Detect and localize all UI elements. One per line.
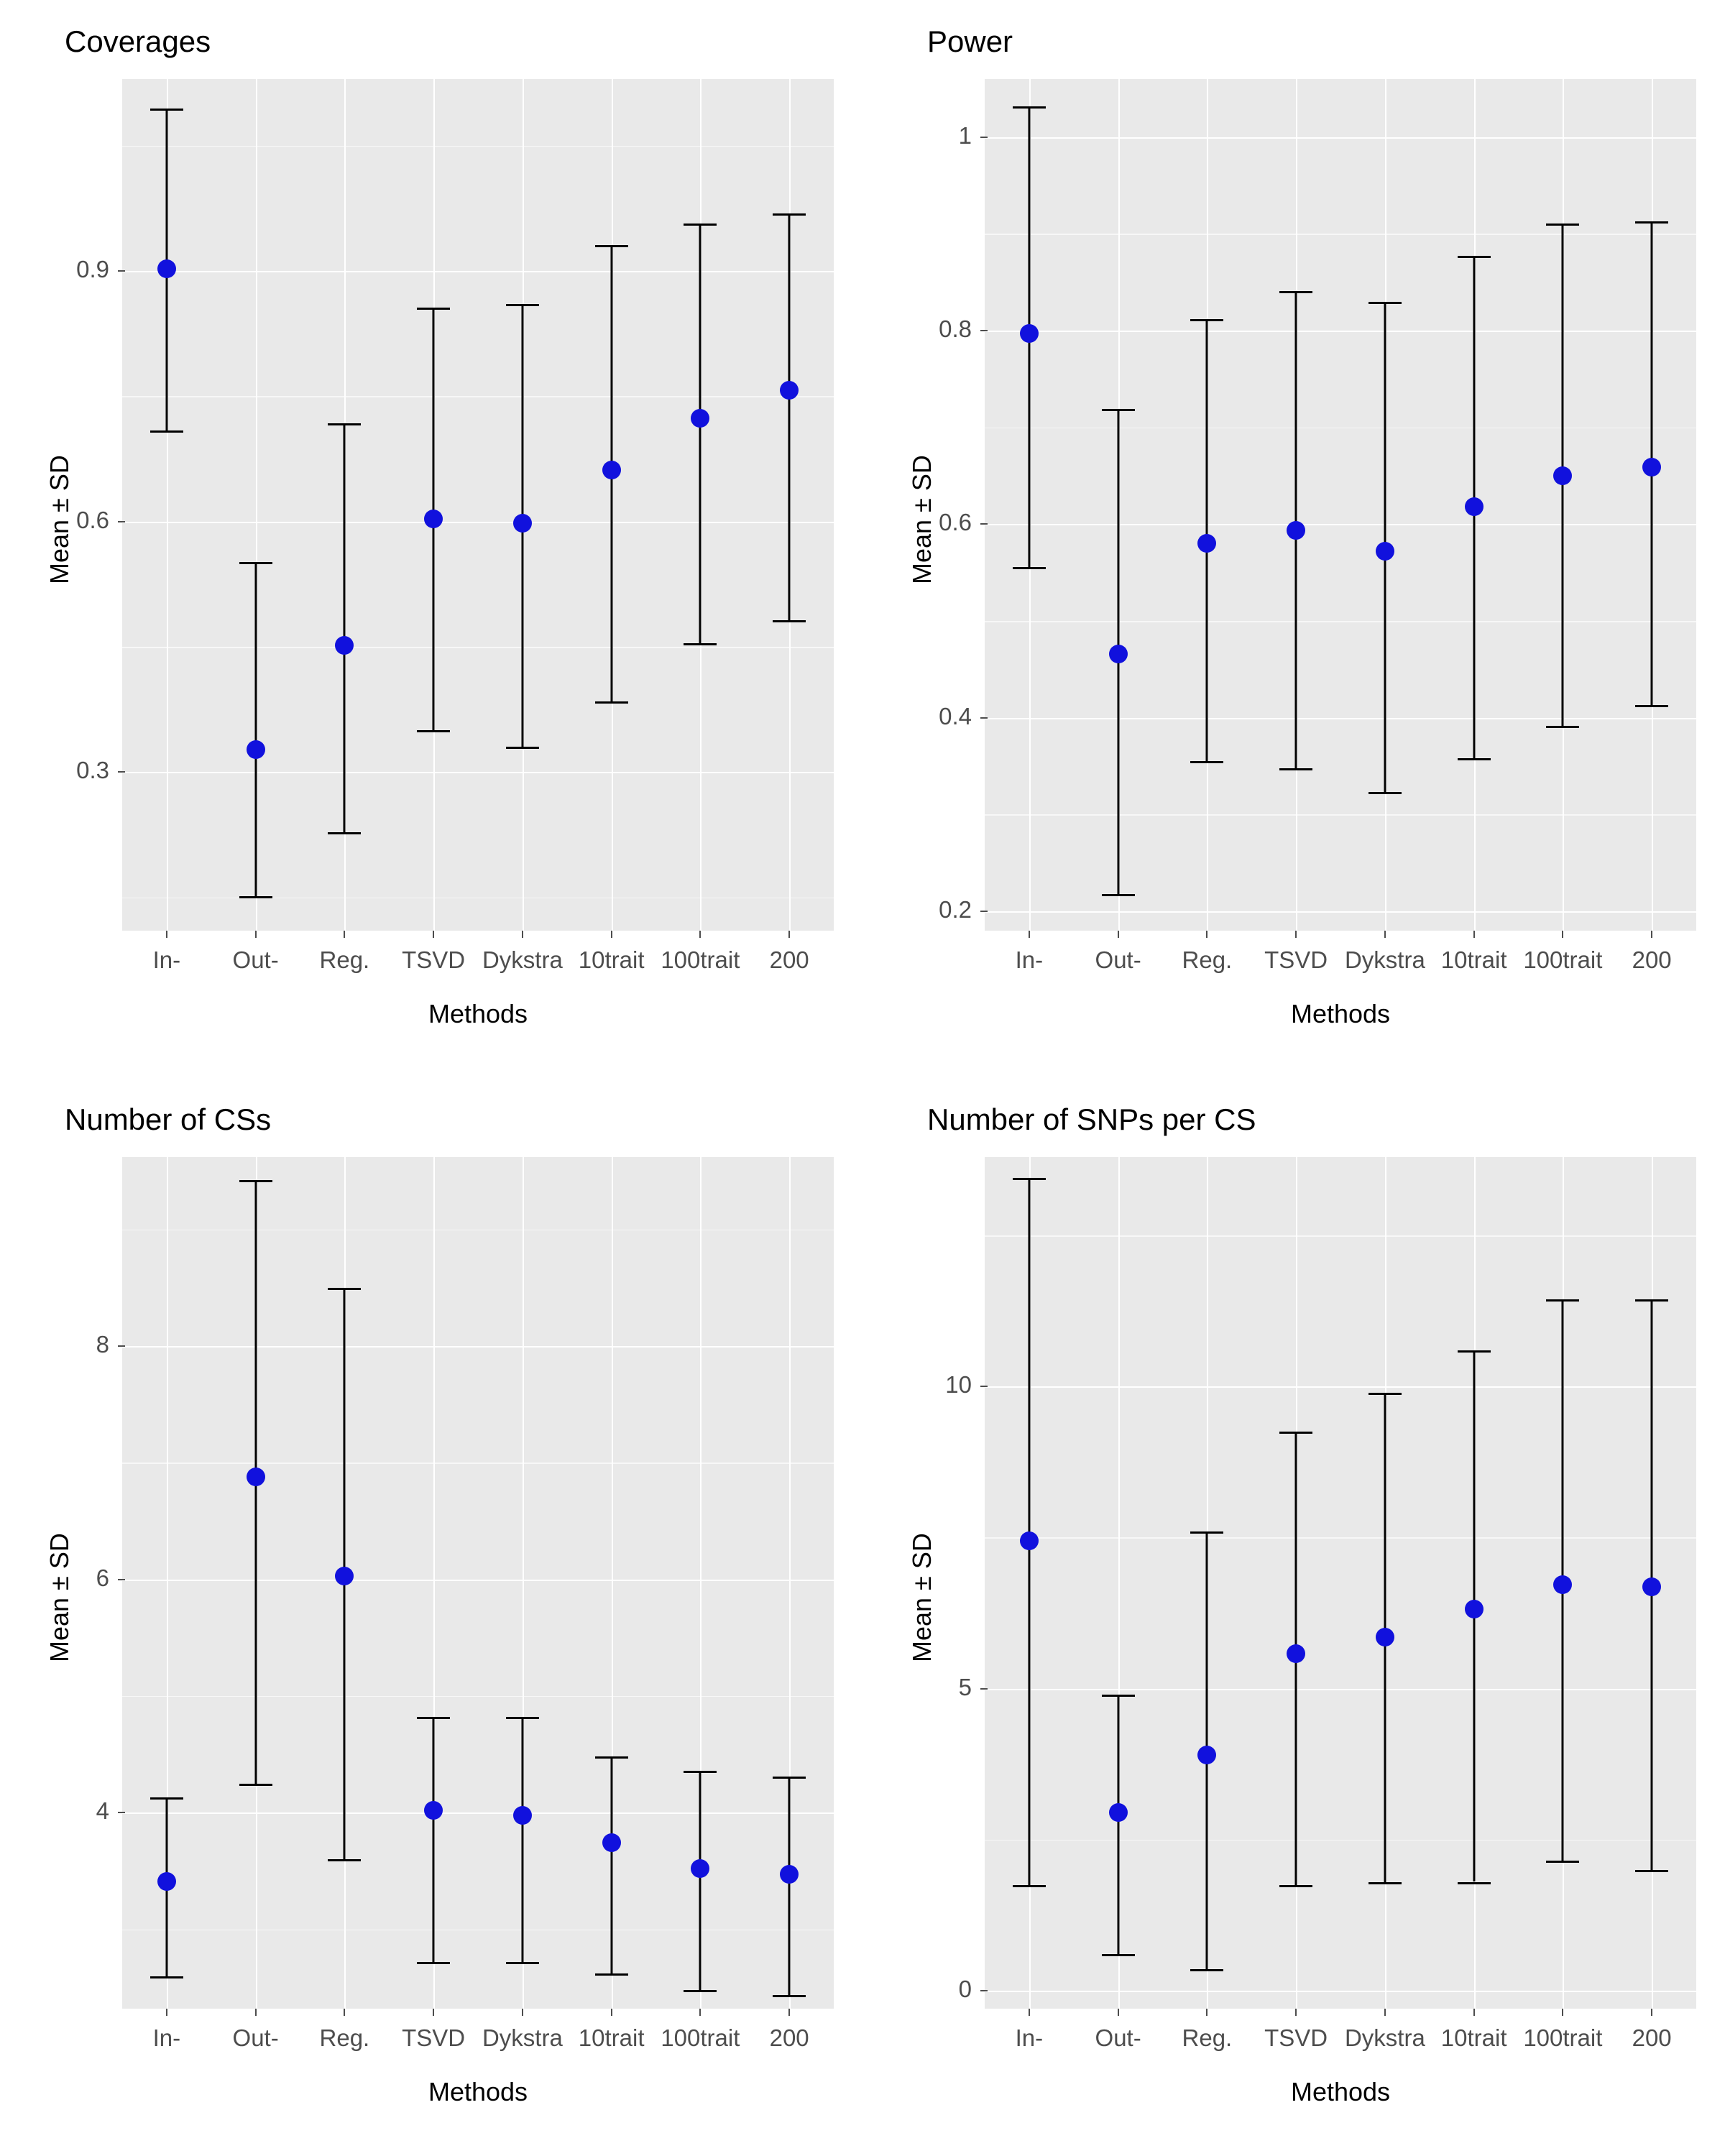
error-bar-cap <box>506 1717 539 1719</box>
x-tick-mark <box>611 931 612 938</box>
gridline-minor <box>122 647 834 648</box>
error-bar-cap <box>773 1777 806 1779</box>
x-tick-mark <box>1473 931 1475 938</box>
error-bar-cap <box>1546 1861 1579 1863</box>
gridline-minor <box>122 1696 834 1697</box>
gridline-minor <box>985 1537 1696 1539</box>
data-point <box>1287 521 1305 540</box>
x-tick-label: 10trait <box>578 2024 645 2051</box>
error-bar <box>1117 1695 1119 1954</box>
data-point <box>691 1859 709 1878</box>
error-bar-cap <box>684 1771 717 1773</box>
gridline-major <box>985 911 1696 913</box>
panel-number-of-snps-per-cs <box>862 1078 1725 2156</box>
data-point <box>1287 1644 1305 1663</box>
error-bar-cap <box>150 430 183 433</box>
data-point <box>1553 1575 1572 1594</box>
y-tick-mark <box>980 330 988 331</box>
error-bar-cap <box>1190 319 1223 321</box>
x-tick-label: Reg. <box>319 946 370 973</box>
data-point <box>1553 466 1572 485</box>
x-tick-mark <box>522 931 523 938</box>
error-bar-cap <box>1458 256 1491 258</box>
panel-power <box>862 0 1725 1078</box>
x-axis-label: Methods <box>428 999 528 1028</box>
gridline-minor <box>122 396 834 397</box>
data-point <box>691 409 709 428</box>
error-bar-cap <box>328 1288 361 1290</box>
error-bar-cap <box>1368 1393 1402 1395</box>
y-tick-mark <box>118 771 125 773</box>
x-tick-label: Reg. <box>319 2024 370 2051</box>
gridline-minor <box>985 234 1696 235</box>
data-point <box>1642 458 1661 476</box>
gridline-minor <box>122 146 834 147</box>
panel-coverages <box>0 0 862 1078</box>
error-bar-cap <box>1279 291 1312 293</box>
data-point <box>513 1806 532 1825</box>
y-tick-mark <box>980 1688 988 1690</box>
x-tick-label: 200 <box>769 946 809 973</box>
y-tick-label: 0.2 <box>939 896 972 923</box>
error-bar-cap <box>1458 1350 1491 1353</box>
y-tick-label: 0 <box>958 1975 972 2002</box>
error-bar-cap <box>684 1990 717 1992</box>
x-tick-mark <box>1562 931 1563 938</box>
gridline-major <box>985 1386 1696 1388</box>
error-bar-cap <box>150 1797 183 1800</box>
data-point <box>424 1801 443 1820</box>
data-point <box>1197 534 1216 553</box>
error-bar-cap <box>1635 1299 1668 1302</box>
data-point <box>247 1468 265 1486</box>
x-tick-label: TSVD <box>1264 946 1328 973</box>
error-bar-cap <box>1279 1885 1312 1887</box>
error-bar-cap <box>1368 792 1402 794</box>
panel-title: Number of CSs <box>65 1102 272 1136</box>
error-bar-cap <box>773 213 806 216</box>
y-tick-label: 10 <box>945 1371 972 1399</box>
y-tick-mark <box>118 270 125 272</box>
y-tick-label: 6 <box>96 1564 109 1591</box>
gridline-major <box>122 522 834 523</box>
y-tick-label: 0.6 <box>76 506 109 533</box>
error-bar-cap <box>595 701 628 704</box>
x-tick-label: 200 <box>1632 946 1672 973</box>
y-tick-label: 0.8 <box>939 315 972 343</box>
data-point <box>1020 324 1039 343</box>
x-tick-mark <box>1384 931 1386 938</box>
x-tick-mark <box>1473 2009 1475 2016</box>
y-tick-mark <box>980 523 988 525</box>
error-bar <box>699 1771 702 1990</box>
x-tick-mark <box>1562 2009 1563 2016</box>
error-bar <box>788 213 791 620</box>
x-tick-label: TSVD <box>1264 2024 1328 2051</box>
error-bar-cap <box>506 304 539 306</box>
error-bar-cap <box>1546 224 1579 226</box>
x-tick-mark <box>1206 931 1208 938</box>
data-point <box>424 510 443 528</box>
x-tick-label: Out- <box>232 2024 279 2051</box>
data-point <box>1109 1803 1128 1822</box>
error-bar-cap <box>773 620 806 622</box>
error-bar-cap <box>595 245 628 247</box>
y-axis-label: Mean ± SD <box>907 454 937 584</box>
x-tick-mark <box>1029 2009 1030 2016</box>
x-tick-mark <box>166 931 167 938</box>
error-bar-cap <box>239 896 272 898</box>
data-point <box>335 1567 354 1585</box>
gridline-minor <box>985 1840 1696 1841</box>
y-tick-mark <box>118 1579 125 1580</box>
y-tick-mark <box>118 1345 125 1347</box>
error-bar-cap <box>1102 1954 1135 1956</box>
gridline-minor <box>122 1230 834 1231</box>
data-point <box>1465 497 1484 516</box>
data-point <box>157 1872 176 1891</box>
x-tick-label: TSVD <box>402 946 466 973</box>
error-bar-cap <box>1635 1870 1668 1872</box>
data-point <box>602 1833 621 1852</box>
x-tick-label: 100trait <box>1523 2024 1603 2051</box>
x-tick-label: Dykstra <box>482 946 563 973</box>
x-tick-mark <box>611 2009 612 2016</box>
y-axis-label: Mean ± SD <box>45 1532 74 1662</box>
x-tick-label: 10trait <box>578 946 645 973</box>
error-bar-cap <box>1546 1299 1579 1302</box>
x-tick-mark <box>522 2009 523 2016</box>
x-tick-mark <box>788 2009 790 2016</box>
x-tick-label: TSVD <box>402 2024 466 2051</box>
x-tick-label: Out- <box>1095 2024 1141 2051</box>
gridline-major <box>985 331 1696 332</box>
data-point <box>1376 542 1394 561</box>
x-axis-label: Methods <box>1290 999 1391 1028</box>
error-bar-cap <box>595 1756 628 1759</box>
error-bar-cap <box>1368 302 1402 304</box>
gridline-major <box>122 1346 834 1348</box>
data-point <box>780 1865 799 1884</box>
y-tick-mark <box>980 137 988 138</box>
error-bar-cap <box>239 1784 272 1786</box>
error-bar-cap <box>239 1180 272 1182</box>
y-tick-mark <box>980 1386 988 1387</box>
gridline-major <box>985 1689 1696 1690</box>
x-tick-label: Dykstra <box>1344 2024 1425 2051</box>
x-tick-mark <box>1295 2009 1297 2016</box>
x-tick-label: In- <box>152 946 181 973</box>
y-tick-label: 5 <box>958 1673 972 1700</box>
error-bar-cap <box>506 747 539 749</box>
y-tick-mark <box>118 1812 125 1813</box>
y-tick-mark <box>118 521 125 522</box>
gridline-minor <box>122 1930 834 1931</box>
plot-area <box>985 79 1696 931</box>
error-bar-cap <box>1368 1882 1402 1884</box>
error-bar-cap <box>150 109 183 111</box>
x-tick-mark <box>344 2009 345 2016</box>
error-bar <box>610 1756 612 1973</box>
error-bar-cap <box>328 423 361 425</box>
x-axis-label: Methods <box>1290 2077 1391 2106</box>
x-tick-label: Dykstra <box>482 2024 563 2051</box>
x-tick-mark <box>1206 2009 1208 2016</box>
x-tick-mark <box>433 2009 434 2016</box>
y-tick-mark <box>980 1990 988 1991</box>
error-bar <box>433 1717 435 1962</box>
data-point <box>1465 1600 1484 1618</box>
y-axis-label: Mean ± SD <box>907 1532 937 1662</box>
x-tick-mark <box>1651 2009 1652 2016</box>
error-bar-cap <box>1279 1432 1312 1434</box>
x-tick-label: In- <box>152 2024 181 2051</box>
error-bar-cap <box>417 1962 450 1964</box>
gridline-major <box>122 1580 834 1581</box>
x-tick-label: In- <box>1015 2024 1044 2051</box>
error-bar-cap <box>1102 1695 1135 1697</box>
x-tick-label: 200 <box>769 2024 809 2051</box>
data-point <box>1376 1628 1394 1646</box>
x-tick-label: 100trait <box>661 2024 740 2051</box>
x-tick-label: 100trait <box>1523 946 1603 973</box>
x-tick-label: Out- <box>232 946 279 973</box>
y-tick-label: 4 <box>96 1797 109 1825</box>
error-bar-cap <box>773 1995 806 1997</box>
error-bar-cap <box>1546 726 1579 728</box>
plot-area <box>122 79 834 931</box>
y-axis-label: Mean ± SD <box>45 454 74 584</box>
error-bar <box>788 1777 791 1995</box>
data-point <box>1020 1531 1039 1550</box>
x-tick-mark <box>255 2009 257 2016</box>
x-tick-mark <box>1384 2009 1386 2016</box>
error-bar-cap <box>1279 768 1312 770</box>
error-bar-cap <box>1013 567 1046 569</box>
error-bar-cap <box>1102 894 1135 896</box>
y-tick-mark <box>980 717 988 719</box>
error-bar-cap <box>1458 1882 1491 1884</box>
error-bar <box>699 224 702 643</box>
x-tick-mark <box>344 931 345 938</box>
x-tick-label: Dykstra <box>1344 946 1425 973</box>
x-tick-mark <box>166 2009 167 2016</box>
x-tick-label: Reg. <box>1182 2024 1233 2051</box>
gridline-major <box>122 772 834 773</box>
x-tick-mark <box>699 2009 701 2016</box>
x-tick-mark <box>699 931 701 938</box>
error-bar-cap <box>1013 1885 1046 1887</box>
y-tick-label: 0.9 <box>76 256 109 283</box>
x-tick-mark <box>1118 2009 1119 2016</box>
x-tick-label: 200 <box>1632 2024 1672 2051</box>
x-tick-label: 10trait <box>1440 946 1507 973</box>
y-tick-label: 0.4 <box>939 702 972 729</box>
x-tick-label: 100trait <box>661 946 740 973</box>
panel-title: Power <box>927 24 1013 58</box>
y-tick-mark <box>980 911 988 912</box>
error-bar-cap <box>1635 221 1668 224</box>
x-tick-mark <box>433 931 434 938</box>
gridline-minor <box>985 1235 1696 1237</box>
gridline-major <box>985 718 1696 719</box>
gridline-major <box>985 524 1696 525</box>
data-point <box>1197 1746 1216 1764</box>
x-tick-mark <box>1118 931 1119 938</box>
x-tick-mark <box>1295 931 1297 938</box>
x-tick-mark <box>1651 931 1652 938</box>
x-tick-mark <box>255 931 257 938</box>
error-bar-cap <box>1635 705 1668 707</box>
error-bar-cap <box>1458 758 1491 760</box>
data-point <box>1642 1577 1661 1596</box>
error-bar-cap <box>150 1976 183 1978</box>
error-bar <box>344 423 346 832</box>
error-bar-cap <box>328 1859 361 1861</box>
data-point <box>247 740 265 759</box>
y-tick-label: 0.6 <box>939 509 972 536</box>
error-bar-cap <box>1190 1969 1223 1971</box>
panel-title: Coverages <box>65 24 211 58</box>
gridline-major <box>122 271 834 272</box>
x-tick-label: In- <box>1015 946 1044 973</box>
plot-area <box>122 1157 834 2009</box>
data-point <box>1109 645 1128 663</box>
x-tick-label: 10trait <box>1440 2024 1507 2051</box>
x-axis-label: Methods <box>428 2077 528 2106</box>
gridline-major <box>122 1812 834 1814</box>
error-bar-cap <box>417 730 450 732</box>
gridline-minor <box>985 621 1696 622</box>
error-bar-cap <box>684 224 717 226</box>
error-bar-cap <box>506 1962 539 1964</box>
y-tick-label: 0.3 <box>76 757 109 784</box>
gridline-minor <box>122 898 834 899</box>
error-bar-cap <box>1013 1178 1046 1180</box>
x-tick-mark <box>1029 931 1030 938</box>
error-bar-cap <box>1102 409 1135 411</box>
data-point <box>157 259 176 278</box>
gridline-minor <box>122 1462 834 1464</box>
error-bar-cap <box>1190 761 1223 763</box>
error-bar-cap <box>239 562 272 564</box>
y-tick-label: 8 <box>96 1330 109 1358</box>
error-bar-cap <box>417 308 450 310</box>
data-point <box>602 461 621 479</box>
x-tick-label: Out- <box>1095 946 1141 973</box>
error-bar-cap <box>684 643 717 645</box>
error-bar-cap <box>1013 106 1046 109</box>
data-point <box>780 381 799 400</box>
error-bar-cap <box>328 832 361 834</box>
error-bar-cap <box>1190 1531 1223 1534</box>
gridline-minor <box>985 428 1696 429</box>
panel-title: Number of SNPs per CS <box>927 1102 1256 1136</box>
data-point <box>513 514 532 533</box>
error-bar-cap <box>595 1973 628 1976</box>
gridline-major <box>985 137 1696 139</box>
error-bar <box>254 562 257 897</box>
gridline-minor <box>985 814 1696 816</box>
x-tick-mark <box>788 931 790 938</box>
gridline-major <box>985 1991 1696 1992</box>
error-bar <box>521 1717 523 1962</box>
plot-area <box>985 1157 1696 2009</box>
data-point <box>335 636 354 655</box>
y-tick-label: 1 <box>958 121 972 149</box>
panel-number-of-css <box>0 1078 862 2156</box>
x-tick-label: Reg. <box>1182 946 1233 973</box>
error-bar-cap <box>417 1717 450 1719</box>
